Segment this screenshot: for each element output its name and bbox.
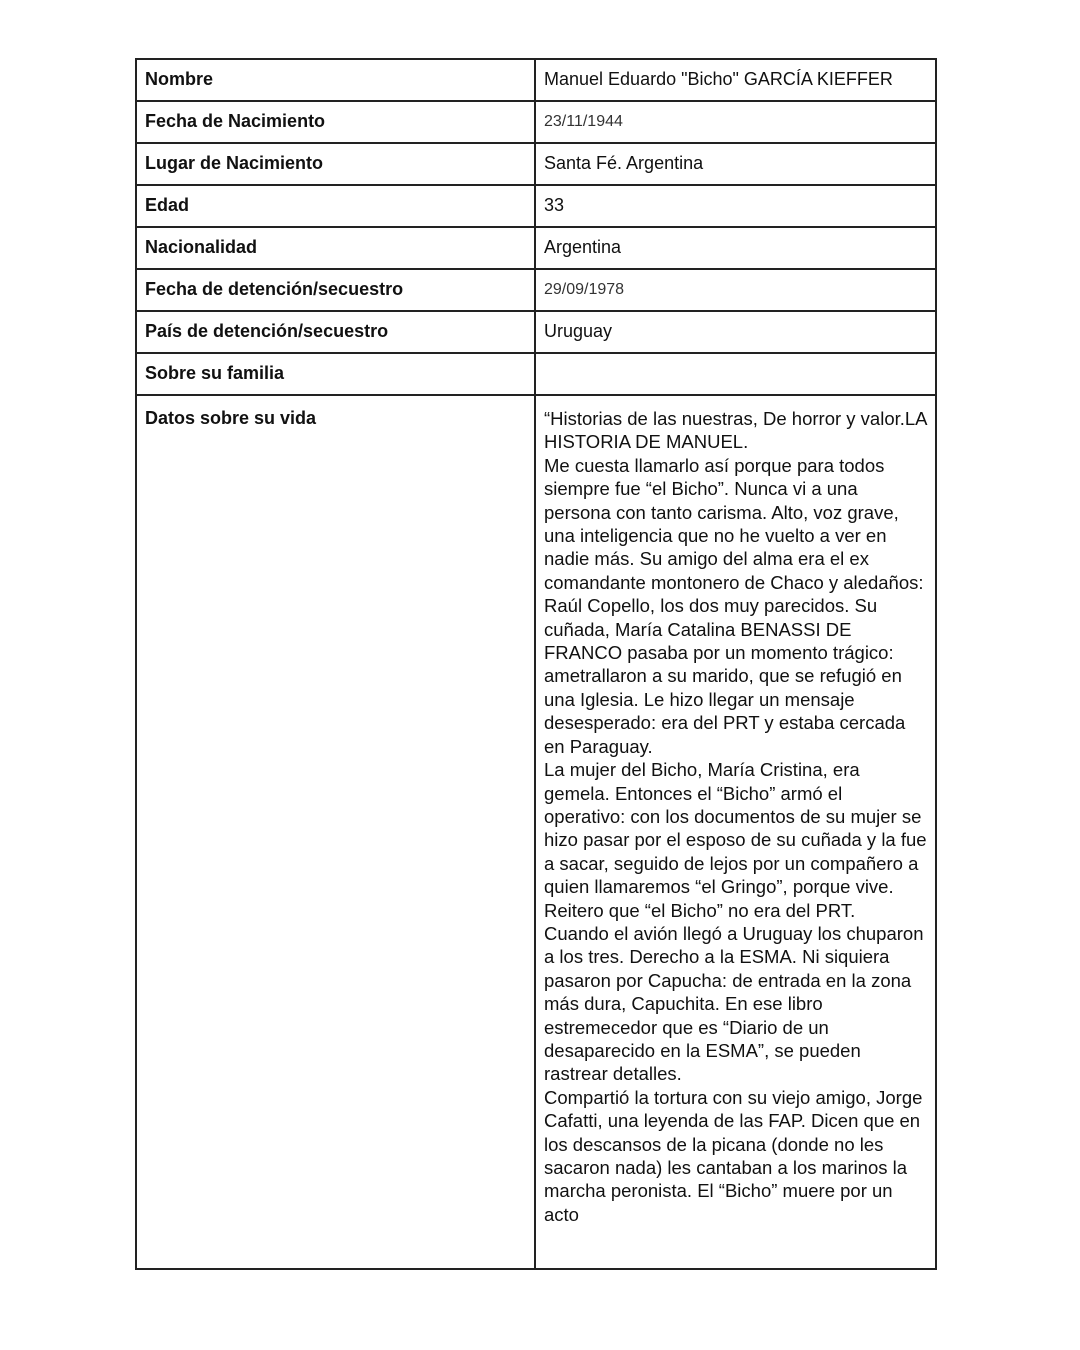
value-nacionalidad: Argentina	[535, 227, 936, 269]
value-lugar-nacimiento: Santa Fé. Argentina	[535, 143, 936, 185]
row-lugar-nacimiento	[136, 143, 936, 185]
label-fecha-nacimiento: Fecha de Nacimiento	[136, 101, 535, 143]
row-pais-detencion	[136, 311, 936, 353]
life-story-text: “Historias de las nuestras, De horror y valor.LA HISTORIA DE MANUEL. Me cuesta llamarlo así porque para todos siempre fue “el Bicho”. Nunca vi a una persona con tanto carisma. Alto, voz grave, una inteligencia que no he vuelto a ver en nadie más. Su amigo del alma era el ex comandante montonero de Chaco y aledaños: Raúl Copello, los dos muy parecidos. Su cuñada, María Catalina BENASSI DE FRANCO pasaba por un momento trágico: ametrallaron a su marido, que se refugió en una Iglesia. Le hizo llegar un mensaje desesperado: era del PRT y estaba cercada en Paraguay. La mujer del Bicho, María Cristina, era gemela. Entonces el “Bicho” armó el operativo: con los documentos de su mujer se hizo pasar por el esposo de su cuñada y la fue a sacar, seguido de lejos por un compañero a quien llamaremos “el Gringo”, porque vive. Reitero que “el Bicho” no era del PRT. Cuando el avión llegó a Uruguay los chuparon a los tres. Derecho a la ESMA. Ni siquiera pasaron por Capucha: de entrada en la zona más dura, Capuchita. En ese libro estremecedor que es “Diario de un desaparecido en la ESMA”, se pueden rastrear detalles. Compartió la tortura con su viejo amigo, Jorge Cafatti, una leyenda de las FAP. Dicen que en los descansos de la picana (donde no les sacaron nada) les cantaban a los marinos la marcha peronista. El “Bicho” muere por un acto	[544, 408, 927, 1225]
value-sobre-familia	[535, 353, 936, 395]
value-fecha-detencion: 29/09/1978	[535, 269, 936, 311]
row-edad	[136, 185, 936, 227]
value-datos-vida-cell	[535, 395, 936, 1269]
label-pais-detencion: País de detención/secuestro	[136, 311, 535, 353]
row-sobre-familia	[136, 353, 936, 395]
label-nacionalidad: Nacionalidad	[136, 227, 535, 269]
row-datos-vida	[136, 395, 936, 1269]
value-fecha-nacimiento: 23/11/1944	[535, 101, 936, 143]
label-edad: Edad	[136, 185, 535, 227]
row-nombre	[136, 59, 936, 101]
value-nombre: Manuel Eduardo "Bicho" GARCÍA KIEFFER	[535, 59, 936, 101]
label-datos-vida: Datos sobre su vida	[136, 395, 535, 1269]
value-pais-detencion: Uruguay	[535, 311, 936, 353]
row-nacionalidad	[136, 227, 936, 269]
label-nombre: Nombre	[136, 59, 535, 101]
label-fecha-detencion: Fecha de detención/secuestro	[136, 269, 535, 311]
value-edad: 33	[535, 185, 936, 227]
label-sobre-familia: Sobre su familia	[136, 353, 535, 395]
label-lugar-nacimiento: Lugar de Nacimiento	[136, 143, 535, 185]
row-fecha-detencion	[136, 269, 936, 311]
personal-record-table	[135, 58, 937, 1270]
row-fecha-nacimiento	[136, 101, 936, 143]
